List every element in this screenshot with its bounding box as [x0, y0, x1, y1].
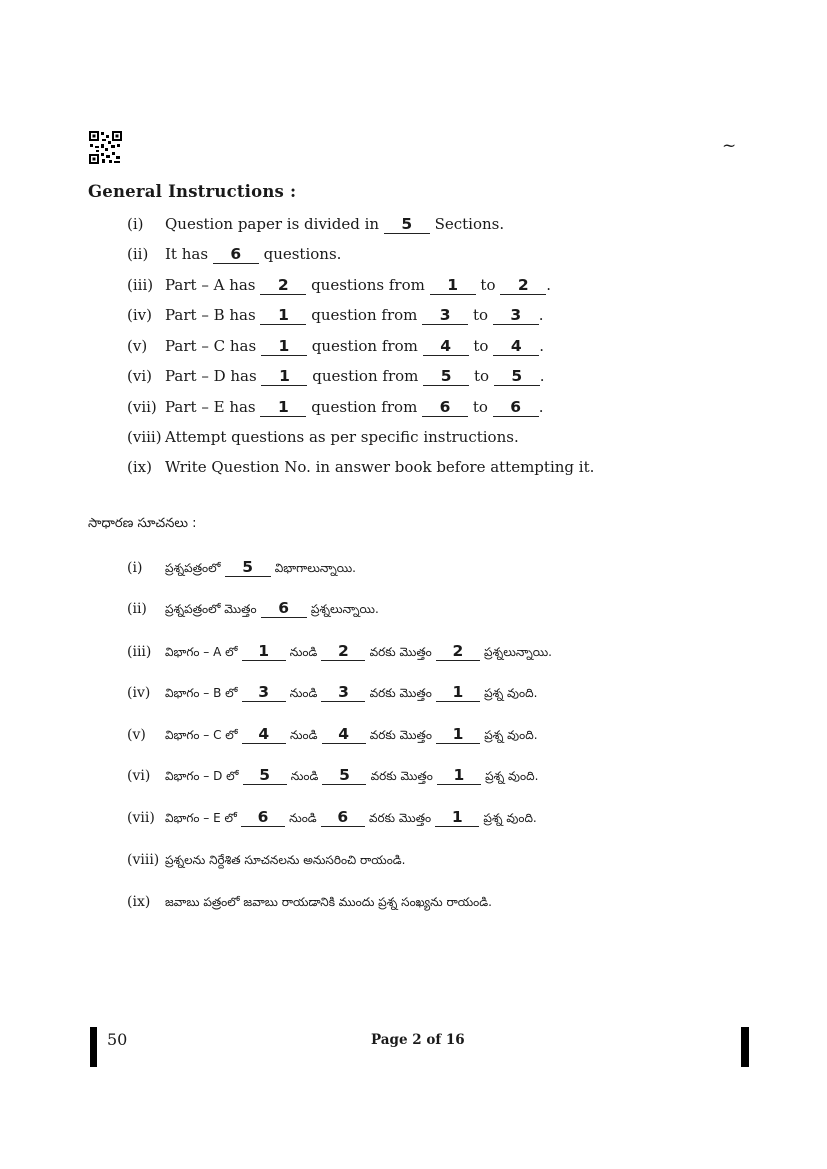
instruction-item: (ii) It has 6 questions.: [127, 245, 342, 263]
filled-blank: 1: [437, 766, 481, 785]
paper-code: 50: [107, 1030, 128, 1049]
instruction-item: (viii) Attempt questions as per specific instructions.: [127, 428, 519, 446]
page-indicator: Page 2 of 16: [371, 1032, 465, 1048]
telugu-instruction-item: (iv) విభాగం – B లో 3 నుండి 3 వరకు మొత్తం 1 ప్రశ్న వుంది.: [127, 683, 538, 701]
filled-blank: 2: [321, 642, 365, 661]
telugu-instructions-title: సాధారణ సూచనలు :: [88, 516, 197, 531]
filled-blank: 1: [261, 367, 307, 386]
filled-blank: 3: [321, 683, 365, 702]
filled-blank: 4: [242, 725, 286, 744]
filled-blank: 2: [436, 642, 480, 661]
qr-code-icon: [89, 131, 122, 164]
filled-blank: 1: [261, 337, 307, 356]
header-mark: ~: [722, 136, 737, 156]
filled-blank: 6: [493, 398, 539, 417]
telugu-instruction-item: (ii) ప్రశ్నపత్రంలో మొత్తం 6 ప్రశ్నలున్నాయి.: [127, 599, 379, 617]
filled-blank: 4: [322, 725, 366, 744]
filled-blank: 1: [435, 808, 479, 827]
instruction-item: (ix) Write Question No. in answer book before attempting it.: [127, 458, 595, 476]
filled-blank: 5: [384, 215, 430, 234]
filled-blank: 1: [436, 725, 480, 744]
telugu-instruction-item: (v) విభాగం – C లో 4 నుండి 4 వరకు మొత్తం 1 ప్రశ్న వుంది.: [127, 725, 538, 743]
instruction-item: (i) Question paper is divided in 5 Sections.: [127, 215, 505, 233]
filled-blank: 3: [422, 306, 468, 325]
filled-blank: 3: [493, 306, 539, 325]
footer-bar-right: [741, 1027, 749, 1067]
filled-blank: 3: [242, 683, 286, 702]
filled-blank: 1: [436, 683, 480, 702]
filled-blank: 6: [321, 808, 365, 827]
filled-blank: 6: [261, 599, 307, 618]
filled-blank: 1: [430, 276, 476, 295]
telugu-instruction-item: (vi) విభాగం – D లో 5 నుండి 5 వరకు మొత్తం 1 ప్రశ్న వుంది.: [127, 766, 539, 784]
telugu-instruction-item: (vii) విభాగం – E లో 6 నుండి 6 వరకు మొత్తం 1 ప్రశ్న వుంది.: [127, 808, 537, 826]
instruction-item: (iii) Part – A has 2 questions from 1 to 2 .: [127, 276, 552, 294]
filled-blank: 5: [494, 367, 540, 386]
footer-bar-left: [90, 1027, 97, 1067]
filled-blank: 6: [422, 398, 468, 417]
instruction-item: (vii) Part – E has 1 question from 6 to 6 .: [127, 398, 544, 416]
filled-blank: 6: [241, 808, 285, 827]
filled-blank: 5: [322, 766, 366, 785]
filled-blank: 6: [213, 245, 259, 264]
instruction-item: (iv) Part – B has 1 question from 3 to 3 .: [127, 306, 544, 324]
instruction-item: (v) Part – C has 1 question from 4 to 4 .: [127, 337, 545, 355]
telugu-instruction-item: (viii) ప్రశ్నలను నిర్దేశిత సూచనలను అనుసరించి రాయండి.: [127, 852, 406, 868]
telugu-instruction-item: (i) ప్రశ్నపత్రంలో 5 విభాగాలున్నాయి.: [127, 558, 356, 576]
general-instructions-title: General Instructions :: [88, 182, 297, 201]
telugu-instruction-item: (iii) విభాగం – A లో 1 నుండి 2 వరకు మొత్తం 2 ప్రశ్నలున్నాయి.: [127, 642, 552, 660]
filled-blank: 5: [243, 766, 287, 785]
filled-blank: 2: [500, 276, 546, 295]
filled-blank: 4: [493, 337, 539, 356]
filled-blank: 4: [423, 337, 469, 356]
filled-blank: 1: [260, 398, 306, 417]
telugu-instruction-item: (ix) జవాబు పత్రంలో జవాబు రాయడానికి ముందు ప్రశ్న సంఖ్యను రాయండి.: [127, 894, 492, 910]
filled-blank: 5: [423, 367, 469, 386]
filled-blank: 1: [242, 642, 286, 661]
instruction-item: (vi) Part – D has 1 question from 5 to 5 .: [127, 367, 545, 385]
filled-blank: 1: [260, 306, 306, 325]
filled-blank: 5: [225, 558, 271, 577]
filled-blank: 2: [260, 276, 306, 295]
